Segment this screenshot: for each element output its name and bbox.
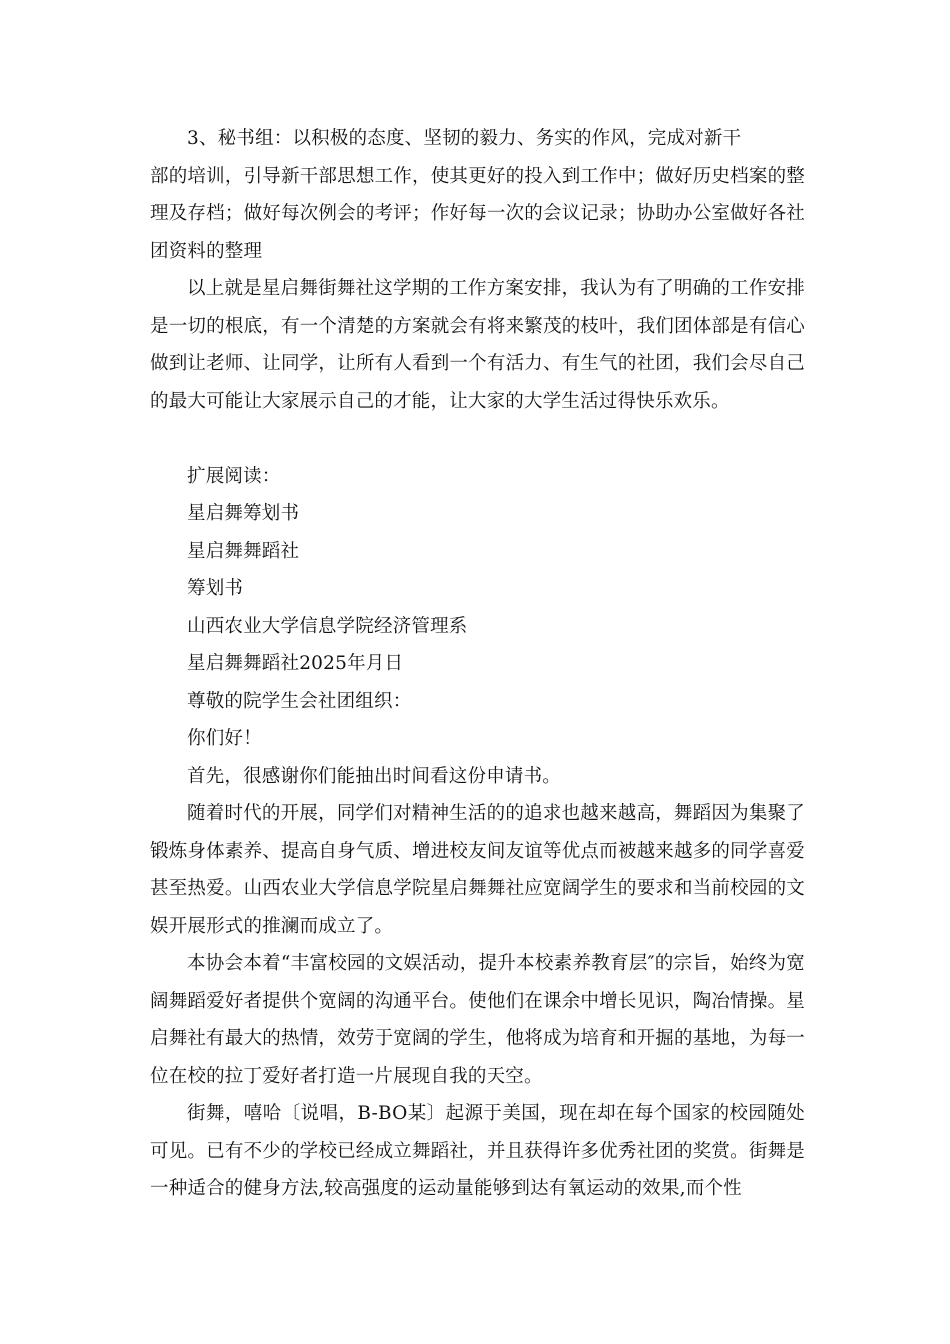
proposal-title-line-3: 筹划书 (187, 578, 244, 599)
document-body (150, 120, 805, 1208)
department-line: 山西农业大学信息学院经济管理系 (187, 615, 468, 637)
paragraph-background: 随着时代的开展，同学们对精神生活的的追求也越来越高，舞蹈因为集聚了锻炼身体素养、提高自身气质、增进校友间友谊等优点而被越来越多的同学喜爱甚至热爱。山西农业大学信息学院星启舞舞社应宽阔学生的要求和当前校园的文娱开展形式的推澜而成立了。 (150, 803, 805, 937)
paragraph-secretary-heading: 3、秘书组：以积极的态度、坚韧的毅力、务实的作风，完成对新干 (187, 128, 742, 149)
greeting: 你们好！ (187, 728, 262, 749)
paragraph-secretary-duties: 部的培训，引导新干部思想工作，使其更好的投入到工作中；做好历史档案的整理及存档；做好每次例会的考评；作好每一次的会议记录；协助办公室做好各社团资料的整理 (150, 165, 805, 262)
salutation: 尊敬的院学生会社团组织： (187, 690, 412, 712)
paragraph-purpose: 本协会本着“丰富校园的文娱活动，提升本校素养教育层″的宗旨，始终为宽阔舞蹈爱好者提供个宽阔的沟通平台。使他们在课余中增长见识，陶冶情操。星启舞社有最大的热情，效劳于宽阔的学生，他将成为培育和开掘的基地，为每一位在校的拉丁爱好者打造一片展现自我的天空。 (150, 953, 805, 1087)
proposal-title-line-2: 星启舞舞蹈社 (187, 540, 300, 562)
opening-line: 首先，很感谢你们能抽出时间看这份申请书。 (187, 765, 562, 787)
paragraph-summary: 以上就是星启舞街舞社这学期的工作方案安排，我认为有了明确的工作安排是一切的根底，有一个清楚的方案就会有将来繁茂的枝叶，我们团体部是有信心做到让老师、让同学，让所有人看到一个有活力、有生气的社团，我们会尽自己的最大可能让大家展示自己的才能，让大家的大学生活过得快乐欢乐。 (150, 278, 805, 412)
blank-line (150, 420, 805, 458)
paragraph-street-dance: 街舞，嘻哈〔说唱，B-BO某〕起源于美国，现在却在每个国家的校园随处可见。已有不少的学校已经成立舞蹈社，并且获得许多优秀社团的奖赏。街舞是一种适合的健身方法,较高强度的运动量能够到达有氧运动的效果,而个性 (150, 1103, 805, 1199)
extended-reading-label: 扩展阅读： (187, 465, 281, 487)
date-line: 星启舞舞蹈社2025年月日 (187, 653, 404, 674)
proposal-title-line-1: 星启舞筹划书 (187, 503, 300, 524)
